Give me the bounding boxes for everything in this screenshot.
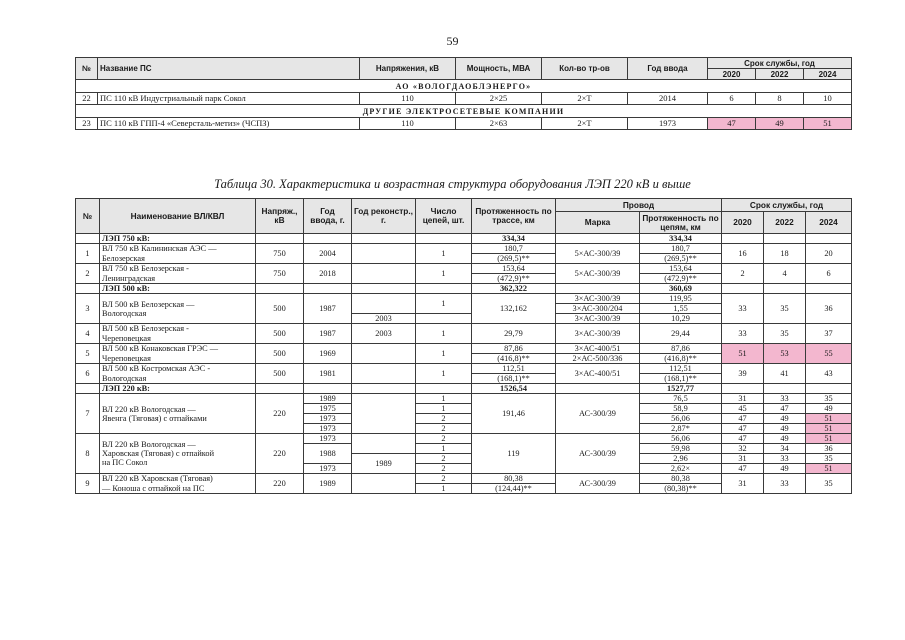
cell: 10,29 — [640, 314, 722, 324]
cell: 1 — [416, 244, 472, 264]
cell: 112,51 — [472, 364, 556, 374]
cell: 5×АС-300/39 — [556, 244, 640, 264]
cell: 119,95 — [640, 294, 722, 304]
cell: 119 — [472, 434, 556, 474]
cell: 1973 — [304, 414, 352, 424]
cell-highlighted: 55 — [806, 344, 852, 364]
cell: 500 — [256, 364, 304, 384]
cell: 3×АС-300/39 — [556, 324, 640, 344]
cell: 1989 — [304, 474, 352, 494]
table-row — [76, 118, 852, 130]
cell: 2014 — [628, 93, 708, 105]
cell: 80,38 — [640, 474, 722, 484]
power-lines-table — [75, 198, 852, 494]
col-route-length: Протяженность по трассе, км — [472, 199, 556, 234]
cell: ПС 110 кВ ГПП-4 «Северсталь-метиз» (ЧСПЗ) — [98, 118, 360, 130]
col-service-life: Срок службы, год — [722, 199, 852, 212]
cell: 8 — [756, 93, 804, 105]
cell: 1989 — [352, 454, 416, 474]
cell-highlighted: 53 — [764, 344, 806, 364]
cell: 2×Т — [542, 118, 628, 130]
cell: 49 — [764, 434, 806, 444]
cell: 1 — [416, 294, 472, 314]
cell-highlighted: 51 — [806, 464, 852, 474]
cell: 2,96 — [640, 454, 722, 464]
cell: 47 — [722, 464, 764, 474]
cell: ВЛ 220 кВ Вологодская — Явенга (Тяговая) с отпайками — [100, 394, 256, 434]
cell: 43 — [806, 364, 852, 384]
cell: 220 — [256, 434, 304, 474]
cell: 2,62× — [640, 464, 722, 474]
cell: Ленинградская — [100, 274, 256, 284]
cell: 112,51 — [640, 364, 722, 374]
cell: 37 — [806, 324, 852, 344]
cell: (472,9)** — [472, 274, 556, 284]
cell: 32 — [722, 444, 764, 454]
cell: 41 — [764, 364, 806, 384]
cell-highlighted: 51 — [722, 344, 764, 364]
cell-highlighted: 51 — [806, 414, 852, 424]
cell: 3 — [76, 294, 100, 324]
cell: 2 — [416, 424, 472, 434]
cell: 153,64 — [640, 264, 722, 274]
cell: 16 — [722, 244, 764, 264]
cell: 334,34 — [472, 234, 556, 244]
cell: 36 — [806, 294, 852, 324]
table-row — [76, 294, 852, 304]
cell: 180,7 — [472, 244, 556, 254]
cell: 49 — [764, 414, 806, 424]
cell: (269,5)** — [640, 254, 722, 264]
cell: 36 — [806, 444, 852, 454]
substations-table — [75, 57, 852, 130]
section-row — [76, 384, 852, 394]
cell: 220 — [256, 394, 304, 434]
cell: 1 — [416, 484, 472, 494]
cell: 1 — [76, 244, 100, 264]
cell: 47 — [722, 414, 764, 424]
cell: 1973 — [304, 464, 352, 474]
cell: 2×Т — [542, 93, 628, 105]
cell: 49 — [764, 464, 806, 474]
cell: ВЛ 750 кВ Белозерская - — [100, 264, 256, 274]
cell-highlighted: 49 — [756, 118, 804, 130]
cell: 33 — [764, 394, 806, 404]
cell: 29,79 — [472, 324, 556, 344]
cell: 58,9 — [640, 404, 722, 414]
cell: 1988 — [304, 444, 352, 464]
cell: Белозерская — [100, 254, 256, 264]
cell: 2018 — [304, 264, 352, 284]
cell: 1973 — [304, 424, 352, 434]
cell: 1987 — [304, 294, 352, 324]
cell: 33 — [722, 294, 764, 324]
cell: 35 — [806, 474, 852, 494]
cell: 1 — [416, 324, 472, 344]
cell: (472,9)** — [640, 274, 722, 284]
cell: 10 — [804, 93, 852, 105]
cell: 87,86 — [640, 344, 722, 354]
cell: 3×АС-400/51 — [556, 344, 640, 354]
col-2024: 2024 — [806, 212, 852, 234]
cell: 80,38 — [472, 474, 556, 484]
cell: ВЛ 500 кВ Белозерская - — [100, 324, 256, 334]
cell: 59,98 — [640, 444, 722, 454]
cell: 110 — [360, 118, 456, 130]
col-number: № — [76, 58, 98, 80]
cell: 3×АС-300/204 — [556, 304, 640, 314]
cell: 22 — [76, 93, 98, 105]
cell: 750 — [256, 244, 304, 264]
cell: 45 — [722, 404, 764, 414]
cell: (80,38)** — [640, 484, 722, 494]
cell: 49 — [806, 404, 852, 414]
col-number: № — [76, 199, 100, 234]
cell: 8 — [76, 434, 100, 474]
cell: 35 — [764, 324, 806, 344]
cell: 110 — [360, 93, 456, 105]
col-power: Мощность, МВА — [456, 58, 542, 80]
cell: 750 — [256, 264, 304, 284]
cell: 1969 — [304, 344, 352, 364]
cell: 1973 — [628, 118, 708, 130]
col-voltage: Напряж., кВ — [256, 199, 304, 234]
section-label: ЛЭП 220 кВ: — [100, 384, 256, 394]
cell: 35 — [806, 454, 852, 464]
col-wire: Провод — [556, 199, 722, 212]
col-name: Название ПС — [98, 58, 360, 80]
cell: ВЛ 220 кВ Вологодская — Харовская (Тяговая) с отпайкой на ПС Сокол — [100, 434, 256, 474]
cell: 500 — [256, 294, 304, 324]
cell: (168,1)** — [472, 374, 556, 384]
cell: АС-300/39 — [556, 394, 640, 434]
cell: 4 — [76, 324, 100, 344]
cell: (416,8)** — [640, 354, 722, 364]
col-circuit-length: Протяженность по цепям, км — [640, 212, 722, 234]
cell: ВЛ 220 кВ Харовская (Тяговая) — [100, 474, 256, 484]
cell: 35 — [806, 394, 852, 404]
cell: 191,46 — [472, 394, 556, 434]
cell: 220 — [256, 474, 304, 494]
cell: ВЛ 500 кВ Белозерская — Вологодская — [100, 294, 256, 324]
cell: 3×АС-300/39 — [556, 314, 640, 324]
cell: 1973 — [304, 434, 352, 444]
cell: 2×63 — [456, 118, 542, 130]
cell: 3×АС-300/39 — [556, 294, 640, 304]
cell: 31 — [722, 454, 764, 464]
cell: 1 — [416, 364, 472, 384]
cell: 2×АС-500/336 — [556, 354, 640, 364]
cell: 31 — [722, 474, 764, 494]
cell: 47 — [722, 424, 764, 434]
cell: (124,44)** — [472, 484, 556, 494]
cell: 2 — [416, 434, 472, 444]
cell: 6 — [806, 264, 852, 284]
cell: 362,322 — [472, 284, 556, 294]
cell: (269,5)** — [472, 254, 556, 264]
cell: 6 — [708, 93, 756, 105]
section-row — [76, 284, 852, 294]
cell: 34 — [764, 444, 806, 454]
cell: 56,06 — [640, 414, 722, 424]
cell: 2 — [722, 264, 764, 284]
table-row — [76, 244, 852, 254]
cell: 180,7 — [640, 244, 722, 254]
cell: 76,5 — [640, 394, 722, 404]
col-line-name: Наименование ВЛ/КВЛ — [100, 199, 256, 234]
cell: 33 — [764, 474, 806, 494]
table-row — [76, 344, 852, 354]
cell-highlighted: 51 — [804, 118, 852, 130]
cell: 2003 — [352, 314, 416, 324]
cell: (416,8)** — [472, 354, 556, 364]
cell: (168,1)** — [640, 374, 722, 384]
cell: 1987 — [304, 324, 352, 344]
cell: 47 — [764, 404, 806, 414]
cell: 1 — [416, 344, 472, 364]
cell: 6 — [76, 364, 100, 384]
table-row — [76, 434, 852, 444]
cell: 2 — [416, 464, 472, 474]
cell: 1 — [416, 444, 472, 454]
cell: 5×АС-300/39 — [556, 264, 640, 284]
table-row — [76, 394, 852, 404]
cell: 1 — [416, 394, 472, 404]
group-row: АО «ВОЛОГДАОБЛЭНЕРГО» — [76, 80, 852, 93]
cell: 9 — [76, 474, 100, 494]
cell: 33 — [764, 454, 806, 464]
cell: ВЛ 500 кВ Костромская АЭС - — [100, 364, 256, 374]
cell-highlighted: 47 — [708, 118, 756, 130]
cell: 500 — [256, 324, 304, 344]
col-voltage: Напряжения, кВ — [360, 58, 456, 80]
cell: 1526,54 — [472, 384, 556, 394]
cell: 2,87* — [640, 424, 722, 434]
col-service-life: Срок службы, год — [708, 58, 852, 69]
cell: ВЛ 500 кВ Конаковская ГРЭС — — [100, 344, 256, 354]
col-wire-mark: Марка — [556, 212, 640, 234]
cell: 1981 — [304, 364, 352, 384]
cell: 1 — [416, 264, 472, 284]
cell: 153,64 — [472, 264, 556, 274]
col-2022: 2022 — [756, 69, 804, 80]
cell: 2 — [416, 454, 472, 464]
cell: 334,34 — [640, 234, 722, 244]
cell: 2×25 — [456, 93, 542, 105]
cell: 360,69 — [640, 284, 722, 294]
col-2024: 2024 — [804, 69, 852, 80]
cell-highlighted: 51 — [806, 424, 852, 434]
cell: 31 — [722, 394, 764, 404]
col-2022: 2022 — [764, 212, 806, 234]
cell: 18 — [764, 244, 806, 264]
cell: Вологодская — [100, 374, 256, 384]
section-label: ЛЭП 750 кВ: — [100, 234, 256, 244]
cell: 2 — [416, 414, 472, 424]
table-row — [76, 93, 852, 105]
cell: 23 — [76, 118, 98, 130]
col-2020: 2020 — [722, 212, 764, 234]
cell: 1527,77 — [640, 384, 722, 394]
cell: 2004 — [304, 244, 352, 264]
cell: АС-300/39 — [556, 474, 640, 494]
col-year-commissioned: Год ввода, г. — [304, 199, 352, 234]
col-2020: 2020 — [708, 69, 756, 80]
table-row — [76, 474, 852, 484]
cell: 1 — [416, 404, 472, 414]
cell: 56,06 — [640, 434, 722, 444]
col-transformers: Кол-во тр-ов — [542, 58, 628, 80]
col-year-reconstructed: Год реконстр., г. — [352, 199, 416, 234]
cell: 33 — [722, 324, 764, 344]
section-label: ЛЭП 500 кВ: — [100, 284, 256, 294]
cell: 3×АС-400/51 — [556, 364, 640, 384]
cell: 39 — [722, 364, 764, 384]
cell: 20 — [806, 244, 852, 264]
cell: 4 — [764, 264, 806, 284]
cell: 1975 — [304, 404, 352, 414]
cell: ПС 110 кВ Индустриальный парк Сокол — [98, 93, 360, 105]
page-number: 59 — [446, 34, 459, 48]
cell: Череповецкая — [100, 334, 256, 344]
cell: 132,162 — [472, 294, 556, 324]
col-year: Год ввода — [628, 58, 708, 80]
cell: Череповецкая — [100, 354, 256, 364]
cell: 7 — [76, 394, 100, 434]
cell: 2 — [76, 264, 100, 284]
group-row: ДРУГИЕ ЭЛЕКТРОСЕТЕВЫЕ КОМПАНИИ — [76, 105, 852, 118]
cell: 87,86 — [472, 344, 556, 354]
cell: 1989 — [304, 394, 352, 404]
cell: 2003 — [352, 324, 416, 344]
cell: 5 — [76, 344, 100, 364]
table-caption: Таблица 30. Характеристика и возрастная структура оборудования ЛЭП 220 кВ и выше — [214, 177, 691, 191]
cell-highlighted: 51 — [806, 434, 852, 444]
col-circuits: Число цепей, шт. — [416, 199, 472, 234]
table-row — [76, 364, 852, 374]
cell: 29,44 — [640, 324, 722, 344]
cell: 49 — [764, 424, 806, 434]
cell: — Коноша с отпайкой на ПС — [100, 484, 256, 494]
table-row — [76, 324, 852, 334]
section-row — [76, 234, 852, 244]
cell: 47 — [722, 434, 764, 444]
cell: 500 — [256, 344, 304, 364]
cell: 35 — [764, 294, 806, 324]
cell: 2 — [416, 474, 472, 484]
cell: ВЛ 750 кВ Калининская АЭС — — [100, 244, 256, 254]
cell: 1,55 — [640, 304, 722, 314]
table-row — [76, 264, 852, 274]
cell: АС-300/39 — [556, 434, 640, 474]
